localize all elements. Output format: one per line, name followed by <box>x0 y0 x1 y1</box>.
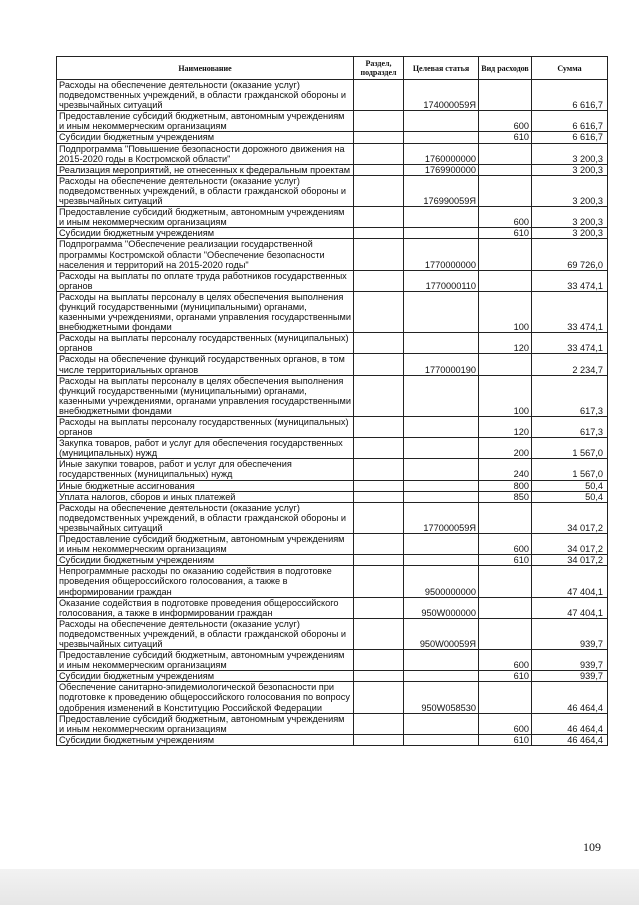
cell-target <box>404 228 479 239</box>
table-row <box>57 438 608 459</box>
cell-expense-type: 850 <box>479 491 532 502</box>
table-row <box>57 650 608 671</box>
cell-section <box>354 438 404 459</box>
cell-name: Субсидии бюджетным учреждениям <box>57 734 354 745</box>
cell-section <box>354 111 404 132</box>
cell-name: Расходы на обеспечение деятельности (оказание услуг) подведомственных учреждений, в области гражданской обороны и чрезвычайных ситуаций <box>57 80 354 111</box>
cell-name: Расходы на выплаты персоналу в целях обеспечения выполнения функций государственными (муниципальными) органами, казенными учреждениями, органами управления государственными внебюджетными фондами <box>57 375 354 416</box>
cell-section <box>354 132 404 143</box>
cell-sum: 47 404,1 <box>532 566 608 597</box>
cell-section <box>354 228 404 239</box>
cell-expense-type: 100 <box>479 291 532 332</box>
cell-target: 950W058530 <box>404 682 479 713</box>
cell-expense-type <box>479 682 532 713</box>
cell-target <box>404 333 479 354</box>
table-row <box>57 597 608 618</box>
cell-name: Подпрограмма "Повышение безопасности дорожного движения на 2015-2020 годы в Костромской области" <box>57 143 354 164</box>
cell-sum: 46 464,4 <box>532 713 608 734</box>
cell-expense-type: 600 <box>479 207 532 228</box>
table-row <box>57 491 608 502</box>
cell-name: Обеспечение санитарно-эпидемиологической безопасности при подготовке к проведению общероссийского голосования по вопросу одобрения изменений в Конституцию Российской Федерации <box>57 682 354 713</box>
cell-expense-type: 800 <box>479 480 532 491</box>
header-sum: Сумма <box>532 57 608 80</box>
cell-sum: 939,7 <box>532 650 608 671</box>
cell-expense-type <box>479 239 532 270</box>
cell-section <box>354 566 404 597</box>
cell-expense-type <box>479 270 532 291</box>
cell-section <box>354 143 404 164</box>
table-row <box>57 618 608 649</box>
cell-name: Расходы на обеспечение функций государственных органов, в том числе территориальных органов <box>57 354 354 375</box>
cell-sum: 50,4 <box>532 491 608 502</box>
cell-target: 1760000000 <box>404 143 479 164</box>
cell-sum: 34 017,2 <box>532 555 608 566</box>
cell-expense-type: 610 <box>479 228 532 239</box>
cell-expense-type: 600 <box>479 111 532 132</box>
cell-section <box>354 713 404 734</box>
cell-target <box>404 207 479 228</box>
cell-name: Оказание содействия в подготовке проведения общероссийского голосования, а также в информировании граждан <box>57 597 354 618</box>
table-row <box>57 143 608 164</box>
cell-target: 1770000110 <box>404 270 479 291</box>
cell-section <box>354 270 404 291</box>
cell-target: 1770000000 <box>404 239 479 270</box>
cell-target <box>404 132 479 143</box>
table-row <box>57 713 608 734</box>
cell-sum: 617,3 <box>532 417 608 438</box>
cell-name: Расходы на выплаты персоналу государственных (муниципальных) органов <box>57 333 354 354</box>
cell-sum: 6 616,7 <box>532 132 608 143</box>
cell-expense-type <box>479 143 532 164</box>
table-row <box>57 459 608 480</box>
cell-section <box>354 80 404 111</box>
cell-sum: 46 464,4 <box>532 734 608 745</box>
cell-section <box>354 682 404 713</box>
cell-section <box>354 375 404 416</box>
table-row <box>57 270 608 291</box>
cell-target <box>404 111 479 132</box>
cell-sum: 34 017,2 <box>532 502 608 533</box>
cell-target <box>404 671 479 682</box>
cell-target: 1770000190 <box>404 354 479 375</box>
cell-sum: 3 200,3 <box>532 207 608 228</box>
header-expense-type: Вид расходов <box>479 57 532 80</box>
cell-section <box>354 291 404 332</box>
budget-table <box>56 56 608 746</box>
cell-expense-type: 240 <box>479 459 532 480</box>
cell-section <box>354 734 404 745</box>
cell-expense-type: 610 <box>479 671 532 682</box>
table-row <box>57 480 608 491</box>
cell-target: 950W00059Я <box>404 618 479 649</box>
cell-expense-type: 600 <box>479 713 532 734</box>
cell-target: 9500000000 <box>404 566 479 597</box>
cell-expense-type <box>479 80 532 111</box>
cell-section <box>354 555 404 566</box>
cell-name: Расходы на обеспечение деятельности (оказание услуг) подведомственных учреждений, в области гражданской обороны и чрезвычайных ситуаций <box>57 175 354 206</box>
cell-section <box>354 459 404 480</box>
page-number: 109 <box>583 840 601 854</box>
table-row <box>57 111 608 132</box>
cell-expense-type: 610 <box>479 734 532 745</box>
cell-name: Предоставление субсидий бюджетным, автономным учреждениям и иным некоммерческим организациям <box>57 534 354 555</box>
cell-name: Расходы на обеспечение деятельности (оказание услуг) подведомственных учреждений, в области гражданской обороны и чрезвычайных ситуаций <box>57 618 354 649</box>
cell-section <box>354 417 404 438</box>
table-row <box>57 566 608 597</box>
cell-section <box>354 491 404 502</box>
cell-expense-type: 610 <box>479 132 532 143</box>
cell-name: Субсидии бюджетным учреждениям <box>57 228 354 239</box>
cell-expense-type <box>479 175 532 206</box>
cell-sum: 50,4 <box>532 480 608 491</box>
cell-sum: 33 474,1 <box>532 270 608 291</box>
cell-section <box>354 175 404 206</box>
cell-expense-type: 120 <box>479 417 532 438</box>
cell-sum: 6 616,7 <box>532 111 608 132</box>
cell-section <box>354 239 404 270</box>
table-row <box>57 333 608 354</box>
table-row <box>57 207 608 228</box>
cell-target <box>404 734 479 745</box>
cell-section <box>354 534 404 555</box>
cell-sum: 46 464,4 <box>532 682 608 713</box>
table-row <box>57 555 608 566</box>
cell-target <box>404 459 479 480</box>
table-row <box>57 375 608 416</box>
cell-target: 176990059Я <box>404 175 479 206</box>
table-row <box>57 502 608 533</box>
cell-expense-type <box>479 354 532 375</box>
table-row <box>57 80 608 111</box>
cell-name: Уплата налогов, сборов и иных платежей <box>57 491 354 502</box>
cell-expense-type <box>479 618 532 649</box>
cell-expense-type <box>479 502 532 533</box>
cell-name: Субсидии бюджетным учреждениям <box>57 671 354 682</box>
table-row <box>57 534 608 555</box>
cell-expense-type: 600 <box>479 650 532 671</box>
cell-sum: 1 567,0 <box>532 459 608 480</box>
cell-name: Расходы на выплаты персоналу государственных (муниципальных) органов <box>57 417 354 438</box>
cell-sum: 33 474,1 <box>532 291 608 332</box>
cell-section <box>354 671 404 682</box>
cell-target <box>404 534 479 555</box>
table-row <box>57 417 608 438</box>
cell-target <box>404 650 479 671</box>
cell-section <box>354 597 404 618</box>
cell-sum: 939,7 <box>532 618 608 649</box>
cell-target <box>404 291 479 332</box>
cell-name: Предоставление субсидий бюджетным, автономным учреждениям и иным некоммерческим организациям <box>57 650 354 671</box>
cell-name: Расходы на обеспечение деятельности (оказание услуг) подведомственных учреждений, в области гражданской обороны и чрезвычайных ситуаций <box>57 502 354 533</box>
cell-target: 177000059Я <box>404 502 479 533</box>
cell-target: 174000059Я <box>404 80 479 111</box>
cell-expense-type <box>479 164 532 175</box>
cell-target <box>404 555 479 566</box>
cell-target <box>404 438 479 459</box>
cell-expense-type: 610 <box>479 555 532 566</box>
table-row <box>57 164 608 175</box>
cell-section <box>354 502 404 533</box>
table-row <box>57 682 608 713</box>
table-row <box>57 671 608 682</box>
cell-target <box>404 375 479 416</box>
cell-name: Иные закупки товаров, работ и услуг для обеспечения государственных (муниципальных) нужд <box>57 459 354 480</box>
page-bottom-strip <box>0 869 639 905</box>
cell-expense-type: 120 <box>479 333 532 354</box>
cell-sum: 69 726,0 <box>532 239 608 270</box>
cell-name: Непрограммные расходы по оказанию содействия в подготовке проведения общероссийского голосования, а также в информировании граждан <box>57 566 354 597</box>
cell-name: Предоставление субсидий бюджетным, автономным учреждениям и иным некоммерческим организациям <box>57 207 354 228</box>
cell-section <box>354 333 404 354</box>
cell-expense-type <box>479 566 532 597</box>
table-row <box>57 228 608 239</box>
cell-name: Предоставление субсидий бюджетным, автономным учреждениям и иным некоммерческим организациям <box>57 713 354 734</box>
cell-target: 1769900000 <box>404 164 479 175</box>
header-name: Наименование <box>57 57 354 80</box>
table-row <box>57 291 608 332</box>
cell-expense-type <box>479 597 532 618</box>
cell-name: Закупка товаров, работ и услуг для обеспечения государственных (муниципальных) нужд <box>57 438 354 459</box>
cell-sum: 47 404,1 <box>532 597 608 618</box>
cell-target: 950W000000 <box>404 597 479 618</box>
cell-section <box>354 207 404 228</box>
cell-target <box>404 491 479 502</box>
cell-expense-type: 100 <box>479 375 532 416</box>
cell-name: Предоставление субсидий бюджетным, автономным учреждениям и иным некоммерческим организациям <box>57 111 354 132</box>
table-row <box>57 734 608 745</box>
cell-sum: 3 200,3 <box>532 164 608 175</box>
header-row <box>57 57 608 80</box>
cell-sum: 3 200,3 <box>532 143 608 164</box>
cell-expense-type: 200 <box>479 438 532 459</box>
cell-name: Субсидии бюджетным учреждениям <box>57 555 354 566</box>
cell-section <box>354 650 404 671</box>
cell-sum: 3 200,3 <box>532 175 608 206</box>
cell-sum: 3 200,3 <box>532 228 608 239</box>
cell-sum: 2 234,7 <box>532 354 608 375</box>
cell-name: Субсидии бюджетным учреждениям <box>57 132 354 143</box>
cell-name: Подпрограмма "Обеспечение реализации государственной программы Костромской области "Обеспечение безопасности населения и территорий на 2015-2020 годы" <box>57 239 354 270</box>
cell-section <box>354 354 404 375</box>
cell-name: Иные бюджетные ассигнования <box>57 480 354 491</box>
header-target: Целевая статья <box>404 57 479 80</box>
cell-section <box>354 480 404 491</box>
cell-target <box>404 480 479 491</box>
table-row <box>57 175 608 206</box>
cell-sum: 6 616,7 <box>532 80 608 111</box>
cell-sum: 939,7 <box>532 671 608 682</box>
cell-section <box>354 164 404 175</box>
header-section: Раздел, подраздел <box>354 57 404 80</box>
cell-sum: 1 567,0 <box>532 438 608 459</box>
cell-target <box>404 417 479 438</box>
cell-expense-type: 600 <box>479 534 532 555</box>
cell-sum: 33 474,1 <box>532 333 608 354</box>
table-row <box>57 132 608 143</box>
cell-sum: 617,3 <box>532 375 608 416</box>
table-body <box>57 80 608 746</box>
cell-name: Расходы на выплаты по оплате труда работников государственных органов <box>57 270 354 291</box>
cell-sum: 34 017,2 <box>532 534 608 555</box>
cell-name: Расходы на выплаты персоналу в целях обеспечения выполнения функций государственными (муниципальными) органами, казенными учреждениями, органами управления государственными внебюджетными фондами <box>57 291 354 332</box>
cell-target <box>404 713 479 734</box>
cell-section <box>354 618 404 649</box>
table-row <box>57 239 608 270</box>
table-row <box>57 354 608 375</box>
cell-name: Реализация мероприятий, не отнесенных к федеральным проектам <box>57 164 354 175</box>
